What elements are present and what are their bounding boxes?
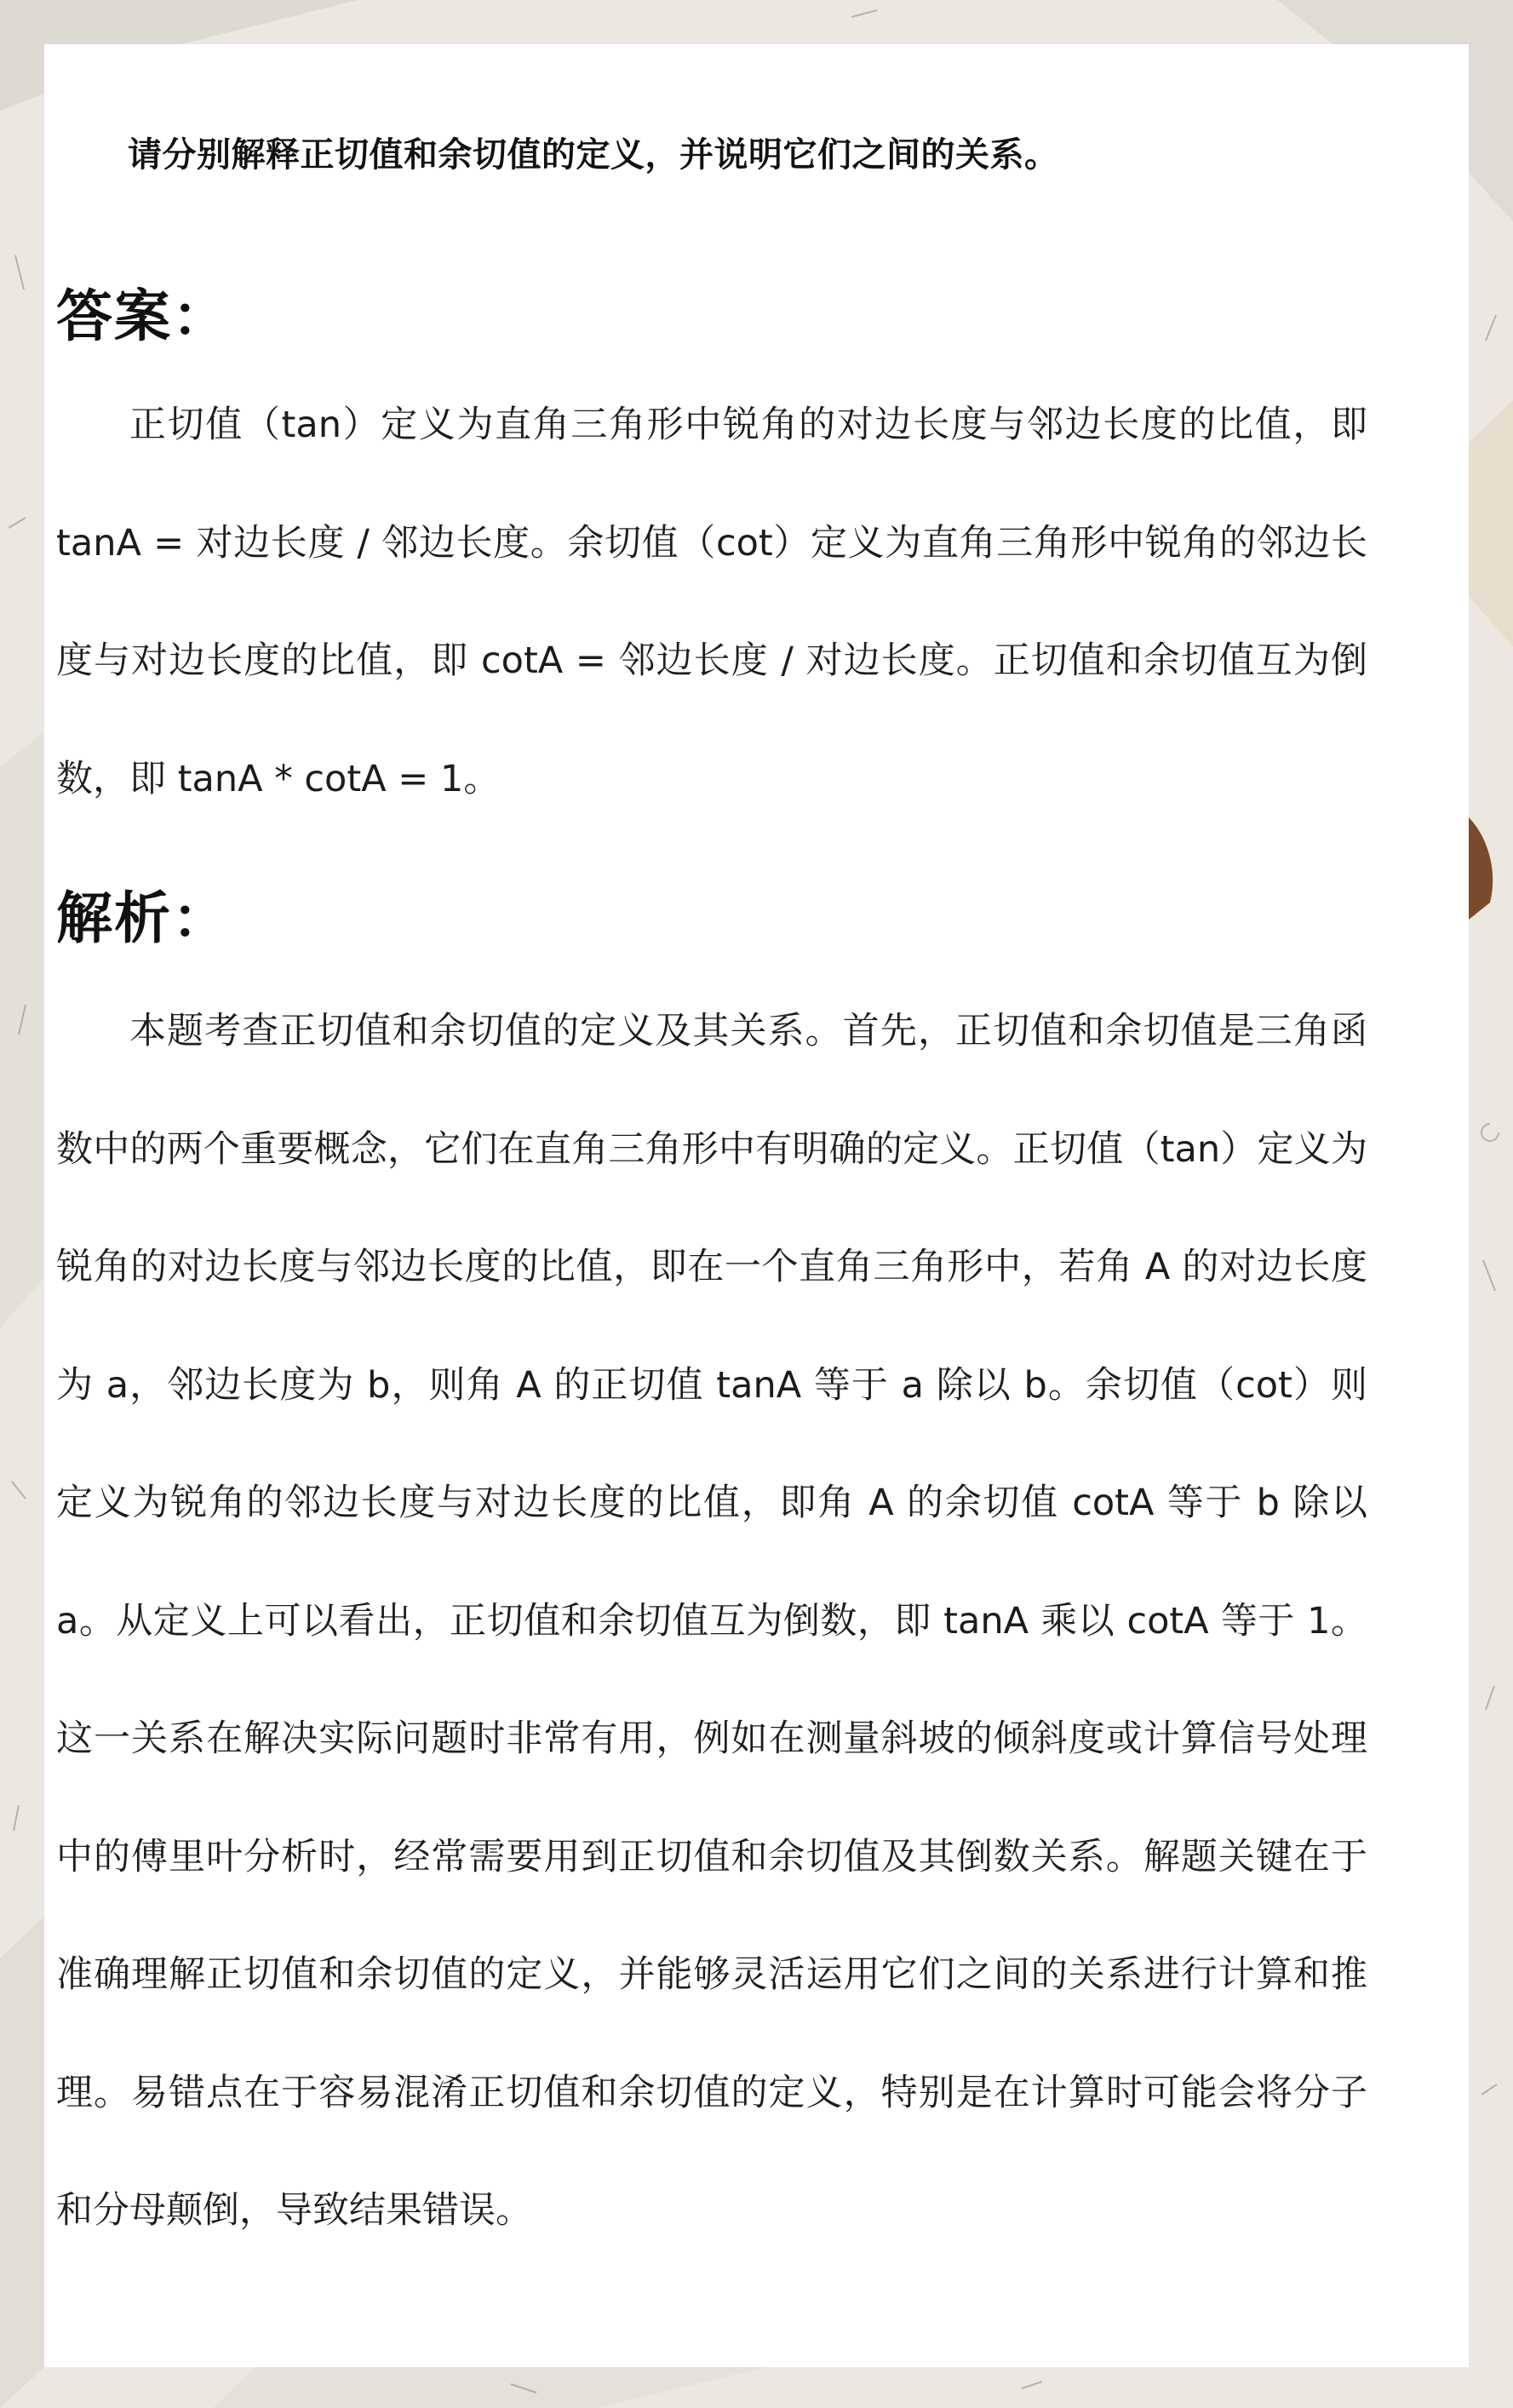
analysis-heading: 解析：	[56, 886, 230, 951]
analysis-paragraph: 本题考查正切值和余切值的定义及其关系。首先，正切值和余切值是三角函数中的两个重要概念，它们在直角三角形中有明确的定义。正切值（tan）定义为锐角的对边长度与邻边长度的比值，即在一个直角三角形中，若角 A 的对边长度为 a，邻边长度为 b，则角 A 的正切值 tanA 等于 a 除以 b。余切值（cot）则定义为锐角的邻边长度与对边长度的比值，即角 A 的余切值 cotA 等于 b 除以 a。从定义上可以看出，正切值和余切值互为倒数，即 tanA 乘以 cotA 等于 1。这一关系在解决实际问题时非常有用，例如在测量斜坡的倾斜度或计算信号处理中的傅里叶分析时，经常需要用到正切值和余切值及其倒数关系。解题关键在于准确理解正切值和余切值的定义，并能够灵活运用它们之间的关系进行计算和推理。易错点在于容易混淆正切值和余切值的定义，特别是在计算时可能会将分子和分母颠倒，导致结果错误。	[56, 1010, 1367, 2232]
question-text: 请分别解释正切值和余切值的定义，并说明它们之间的关系。	[128, 135, 1059, 175]
answer-paragraph: 正切值（tan）定义为直角三角形中锐角的对边长度与邻边长度的比值，即 tanA = 对边长度 / 邻边长度。余切值（cot）定义为直角三角形中锐角的邻边长度与对边长度的比值，即 cotA = 邻边长度 / 对边长度。正切值和余切值互为倒数，即 tanA * cotA = 1。	[56, 404, 1367, 800]
answer-heading: 答案：	[56, 284, 230, 349]
